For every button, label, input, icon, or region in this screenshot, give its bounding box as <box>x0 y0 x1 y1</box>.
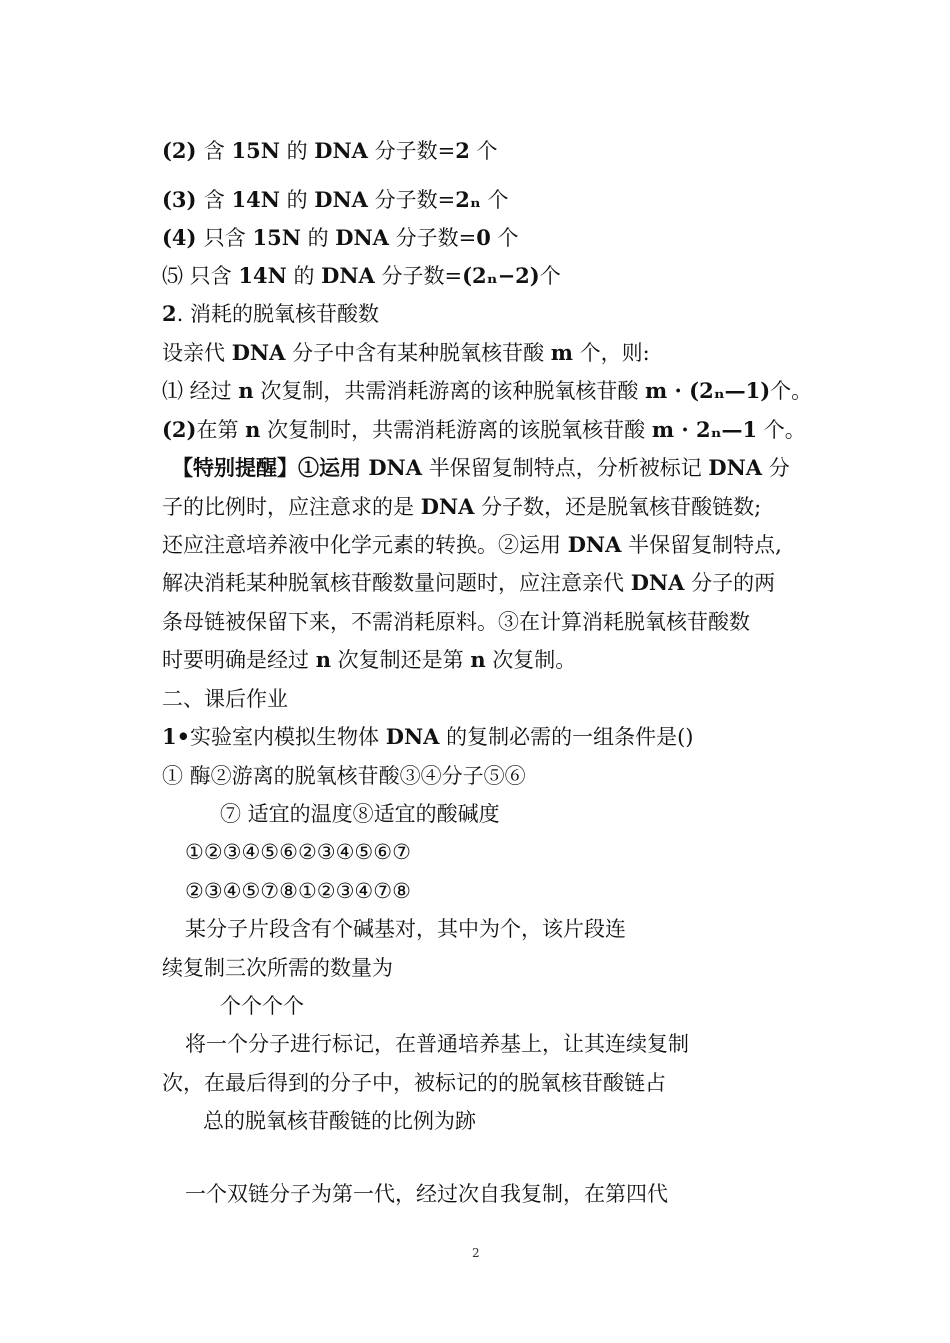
option-line: ②③④⑤⑦⑧①②③④⑦⑧ <box>185 879 411 903</box>
text-line: (4) 只含 15N 的 DNA 分子数=0 个 <box>162 225 519 250</box>
section-heading: 二、课后作业 <box>162 687 288 711</box>
text-line: 解决消耗某种脱氧核苷酸数量问题时，应注意亲代 DNA 分子的两 <box>162 570 776 595</box>
option-line: 个个个个 <box>220 994 304 1018</box>
question-2: 某分子片段含有个碱基对，其中为个，该片段连 <box>185 917 626 941</box>
text-line: 还应注意培养液中化学元素的转换。②运用 DNA 半保留复制特点, <box>162 532 782 557</box>
page-number: 2 <box>472 1246 480 1260</box>
question-3: 将一个分子进行标记，在普通培养基上，让其连续复制 <box>185 1032 689 1056</box>
option-line: ① 酶②游离的脱氧核苷酸③④分子⑤⑥ <box>162 764 526 788</box>
text-line: 时要明确是经过 n 次复制还是第 n 次复制。 <box>162 647 577 672</box>
text-line: 次，在最后得到的分子中，被标记的的脱氧核苷酸链占 <box>162 1071 666 1095</box>
text-line: (2) 含 15N 的 DNA 分子数=2 个 <box>162 138 498 163</box>
section-heading: 2. 消耗的脱氧核苷酸数 <box>162 301 379 326</box>
text-line: 子的比例时，应注意求的是 DNA 分子数，还是脱氧核苷酸链数; <box>162 494 762 519</box>
text-line: 【特别提醒】①运用 DNA 半保留复制特点，分析被标记 DNA 分 <box>172 455 790 480</box>
option-line: ①②③④⑤⑥②③④⑤⑥⑦ <box>185 840 411 864</box>
text-line: ⑸ 只含 14N 的 DNA 分子数=(2ₙ−2)个 <box>162 263 561 288</box>
text-line: 条母链被保留下来，不需消耗原料。③在计算消耗脱氧核苷酸数 <box>162 610 750 634</box>
text-line: 设亲代 DNA 分子中含有某种脱氧核苷酸 m 个，则: <box>162 340 650 365</box>
text-line: 总的脱氧核苷酸链的比例为跡 <box>203 1109 476 1133</box>
text-line: (3) 含 14N 的 DNA 分子数=2ₙ 个 <box>162 187 509 212</box>
text-line: 续复制三次所需的数量为 <box>162 956 393 980</box>
text-line: (2)在第 n 次复制时，共需消耗游离的该脱氧核苷酸 m · 2ₙ—1 个。 <box>162 417 806 442</box>
text-line: ⑴ 经过 n 次复制，共需消耗游离的该种脱氧核苷酸 m · (2ₙ—1)个。 <box>162 378 813 403</box>
question-4: 一个双链分子为第一代，经过次自我复制，在第四代 <box>185 1182 668 1206</box>
question-1: 1•实验室内模拟生物体 DNA 的复制必需的一组条件是() <box>162 724 694 749</box>
option-line: ⑦ 适宜的温度⑧适宜的酸碱度 <box>220 802 500 826</box>
